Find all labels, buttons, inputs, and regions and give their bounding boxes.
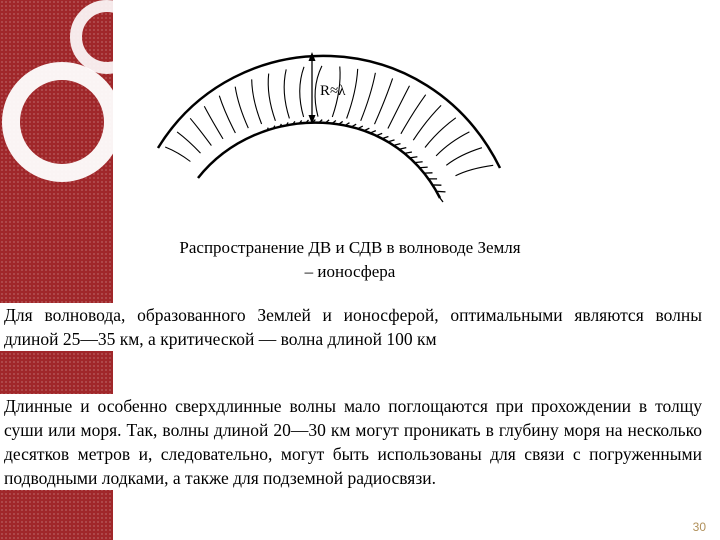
paragraph-waveguide-optimal: Для волновода, образованного Землей и ионосферой, оптимальными являются волны длиной 25—35 км, а критической — волна длиной 100 км (0, 303, 706, 351)
wave-ray (190, 118, 211, 145)
wave-ray (300, 67, 304, 117)
caption-line-1: Распространение ДВ и СДВ в волноводе Земля (179, 238, 521, 257)
diagram-caption (150, 236, 550, 284)
wave-ray (446, 148, 482, 166)
earth-hatch-mark (415, 162, 423, 163)
wave-ray (268, 74, 275, 121)
earth-hatch-mark (376, 133, 382, 135)
earth-hatch-mark (388, 140, 395, 142)
earth-hatch-mark (440, 198, 443, 202)
wave-ray (347, 69, 358, 119)
earth-hatch-mark (436, 191, 445, 192)
earth-hatch-mark (399, 148, 406, 150)
earth-hatch-mark (382, 136, 388, 138)
wave-ray (252, 79, 262, 124)
earth-hatch-mark (370, 131, 376, 133)
wave-ray (361, 73, 376, 121)
earth-hatch-mark (267, 128, 268, 131)
wave-ray (375, 78, 393, 124)
earth-surface-arc (198, 123, 440, 198)
wave-ray (165, 147, 190, 162)
earth-hatch-mark (419, 167, 427, 168)
earth-hatch-mark (404, 152, 411, 153)
wave-ray (177, 132, 200, 153)
earth-hatch-mark (410, 157, 418, 158)
earth-hatch-mark (394, 144, 401, 146)
wave-ray (436, 132, 469, 156)
distance-arrow (309, 52, 316, 124)
paragraph-long-waves: Длинные и особенно сверхдлинные волны мало поглощаются при прохождении в толщу суши или моря. Так, волны длиной 20—30 км могут проникать в глубину моря на несколько десятков метров и, следовательно, могут быть использованы для связи с погруженными подводными лодками, а также для подземной радиосвязи. (0, 394, 706, 490)
ionosphere-arc (158, 56, 500, 168)
wave-ray (284, 69, 289, 118)
wave-ray (235, 87, 248, 128)
wave-ray (388, 86, 410, 129)
caption-line-2: – ионосфера (304, 262, 396, 281)
wave-ray (413, 105, 441, 140)
wave-ray (219, 96, 235, 133)
wave-ray (204, 106, 223, 139)
distance-label: R≈λ (320, 83, 346, 99)
page-number: 30 (692, 520, 706, 534)
wave-ray (456, 165, 494, 176)
